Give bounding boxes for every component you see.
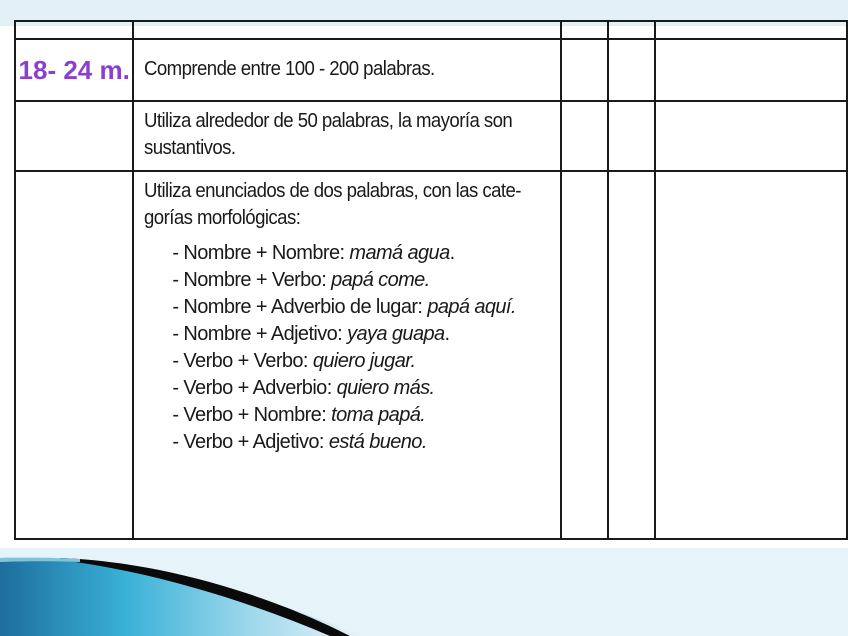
category-example: papá aquí. xyxy=(427,296,516,318)
category-label: - Nombre + Nombre: xyxy=(172,242,350,264)
category-item xyxy=(144,267,549,294)
category-label: - Verbo + Verbo: xyxy=(172,350,313,372)
category-item xyxy=(144,375,549,402)
table-row xyxy=(15,101,847,171)
category-example: mamá agua xyxy=(349,242,450,264)
desc-cell xyxy=(133,101,560,171)
check-cell xyxy=(608,101,655,171)
category-example: quiero jugar. xyxy=(312,350,416,372)
category-suffix: . xyxy=(449,242,455,264)
desc-line: Utiliza enunciados de dos palabras, con las cate- xyxy=(144,180,522,202)
check-cell xyxy=(561,101,608,171)
footer-swoosh-graphic xyxy=(0,548,848,636)
check-cell xyxy=(561,39,608,101)
notes-cell xyxy=(655,101,847,171)
category-suffix: . xyxy=(444,323,450,345)
category-item xyxy=(144,348,549,375)
age-cell xyxy=(15,171,133,539)
category-item xyxy=(144,321,549,348)
category-item xyxy=(144,240,549,267)
development-table xyxy=(14,20,848,540)
check-cell xyxy=(561,171,608,539)
category-label: - Nombre + Adjetivo: xyxy=(172,323,348,345)
document-page xyxy=(0,26,848,548)
age-cell xyxy=(15,101,133,171)
desc-cell xyxy=(133,39,560,101)
desc-line: Comprende entre 100 - 200 palabras. xyxy=(144,57,436,80)
category-example: está bueno. xyxy=(328,431,427,453)
table-row xyxy=(15,171,847,539)
notes-cell xyxy=(655,21,847,39)
category-list xyxy=(144,240,549,456)
category-label: - Nombre + Verbo: xyxy=(172,269,332,291)
category-example: quiero más. xyxy=(336,377,435,399)
desc-line: gorías morfológicas: xyxy=(144,207,301,229)
category-item xyxy=(144,294,549,321)
category-example: toma papá. xyxy=(331,404,426,426)
category-item xyxy=(144,429,549,456)
category-label: - Verbo + Adjetivo: xyxy=(172,431,329,453)
desc-cell xyxy=(133,21,560,39)
desc-line: Utiliza alrededor de 50 palabras, la mayoría son xyxy=(144,110,513,132)
desc-cell xyxy=(133,171,560,539)
age-label: 18- 24 m. xyxy=(15,39,133,101)
table-row-partial xyxy=(15,21,847,39)
check-cell xyxy=(608,39,655,101)
notes-cell xyxy=(655,39,847,101)
age-cell xyxy=(15,21,133,39)
category-label: - Nombre + Adverbio de lugar: xyxy=(172,296,428,318)
category-example: yaya guapa xyxy=(347,323,445,345)
category-item xyxy=(144,402,549,429)
desc-line: sustantivos. xyxy=(144,137,236,159)
table-row xyxy=(15,39,847,101)
check-cell xyxy=(608,21,655,39)
notes-cell xyxy=(655,171,847,539)
category-label: - Verbo + Adverbio: xyxy=(172,377,337,399)
category-example: papá come. xyxy=(331,269,430,291)
check-cell xyxy=(561,21,608,39)
check-cell xyxy=(608,171,655,539)
category-label: - Verbo + Nombre: xyxy=(172,404,332,426)
